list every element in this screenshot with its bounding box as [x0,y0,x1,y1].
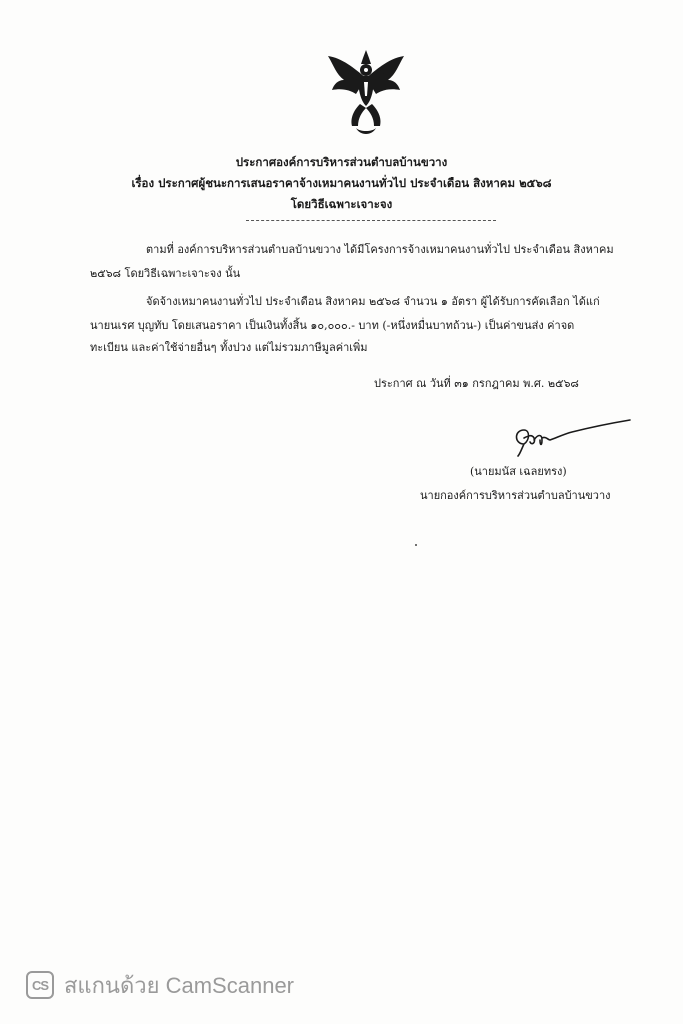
camscanner-logo-icon: CS [26,971,54,999]
camscanner-watermark [26,970,294,1000]
garuda-emblem-icon [324,48,408,140]
paragraph-2-line-3: ทะเบียน และค่าใช้จ่ายอื่นๆ ทั้งปวง แต่ไม่รวมภาษีมูลค่าเพิ่ม [90,341,368,354]
signatory-position: นายกองค์การบริหารส่วนตำบลบ้านขวาง [420,489,611,502]
watermark-text: สแกนด้วย CamScanner [64,972,295,998]
scan-speck [415,544,417,546]
paragraph-1-line-1: ตามที่ องค์การบริหารส่วนตำบลบ้านขวาง ได้มีโครงการจ้างเหมาคนงานทั่วไป ประจำเดือน สิงหาคม [146,243,614,256]
paragraph-2-line-2: นายนเรศ บุญทับ โดยเสนอราคา เป็นเงินทั้งสิ้น ๑๐,๐๐๐.- บาท (-หนึ่งหมื่นบาทถ้วน-) เป็นค่าขนส่ง ค่าจด [90,319,575,332]
announcement-subject: เรื่อง ประกาศผู้ชนะการเสนอราคาจ้างเหมาคนงานทั่วไป ประจำเดือน สิงหาคม ๒๕๖๘ [131,176,552,190]
announcement-date: ประกาศ ณ วันที่ ๓๑ กรกฎาคม พ.ศ. ๒๕๖๘ [374,377,579,390]
announcement-title: ประกาศองค์การบริหารส่วนตำบลบ้านขวาง [235,155,448,169]
paragraph-1-line-2: ๒๕๖๘ โดยวิธีเฉพาะเจาะจง นั้น [90,267,241,280]
announcement-method: โดยวิธีเฉพาะเจาะจง [290,197,393,211]
paragraph-2-line-1: จัดจ้างเหมาคนงานทั่วไป ประจำเดือน สิงหาคม ๒๕๖๘ จำนวน ๑ อัตรา ผู้ได้รับการคัดเลือก ได้แก่ [146,295,600,308]
dashed-divider [246,220,496,221]
handwritten-signature [510,418,634,458]
signatory-name: (นายมนัส เฉลยทรง) [470,465,567,478]
